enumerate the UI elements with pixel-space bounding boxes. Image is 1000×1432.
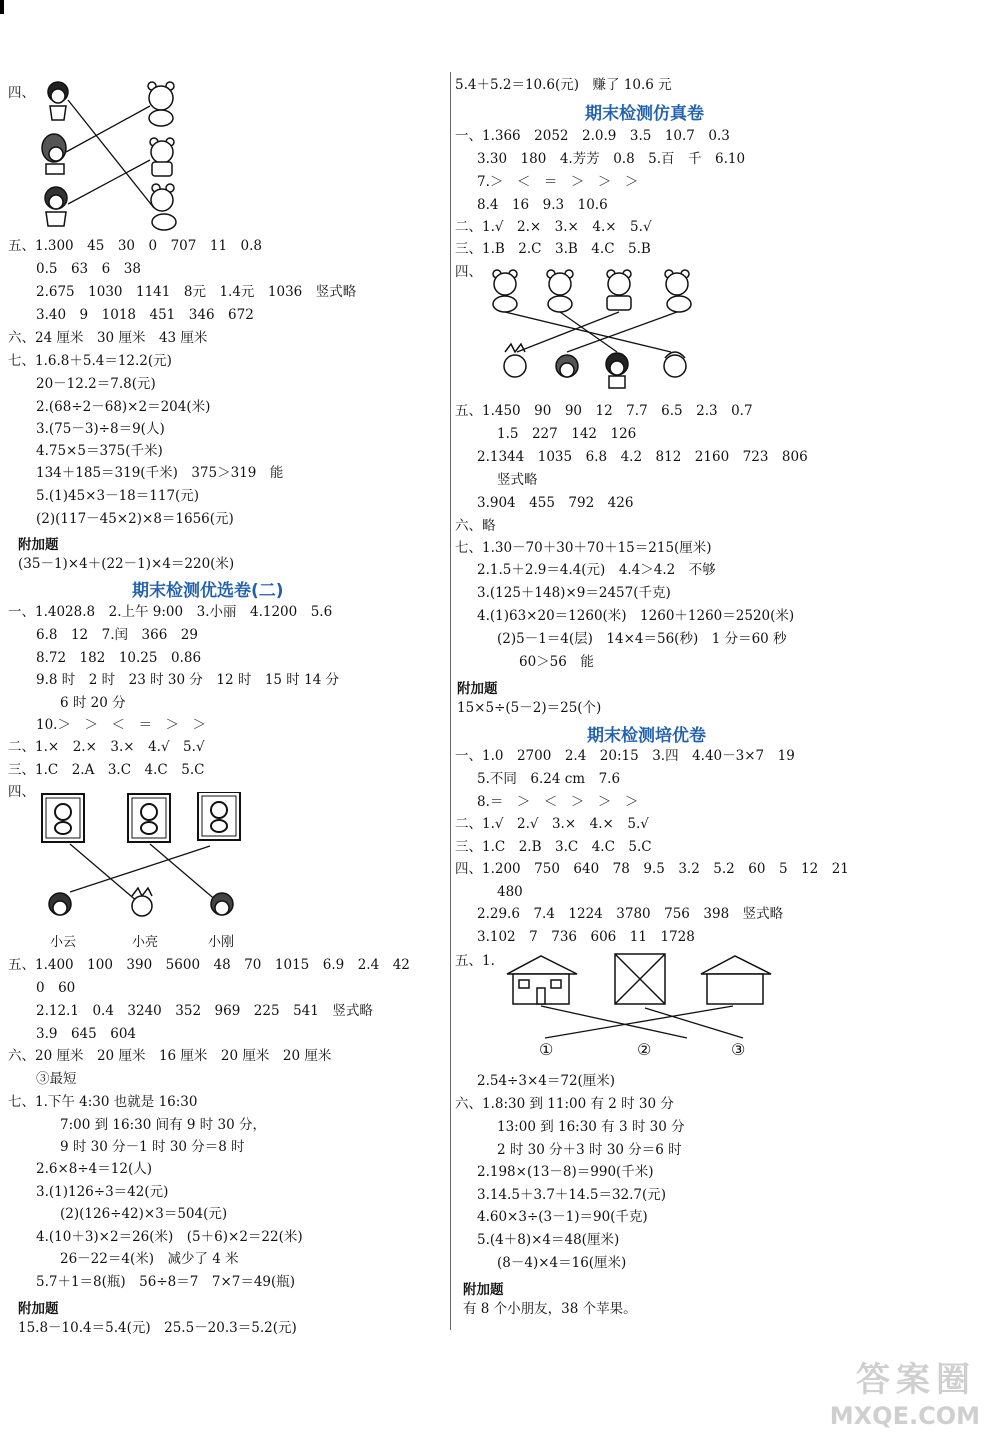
- answer-line: 20－12.2＝7.8(元): [36, 376, 156, 392]
- child-figure-icon: [606, 353, 628, 388]
- answer-line: 一、1.4028.8 2.上午 9:00 3.小丽 4.1200 5.6: [8, 604, 333, 620]
- section-heading: 期末检测培优卷: [587, 726, 706, 746]
- answer-line: 8.72 182 10.25 0.86: [36, 650, 202, 666]
- answer-line: 60＞56 能: [519, 654, 594, 670]
- answer-line: 2.29.6 7.4 1224 3780 756 398 竖式略: [477, 906, 784, 922]
- answer-line: 2.198×(13－8)＝990(千米): [477, 1164, 654, 1180]
- circle-number-label: ①: [539, 1040, 554, 1059]
- child-name-label: 小刚: [208, 935, 235, 950]
- matching-figure-3: [487, 266, 707, 398]
- answer-line: 0 60: [36, 980, 76, 996]
- answer-line: 三、1.B 2.C 3.B 4.C 5.B: [455, 241, 651, 257]
- answer-line: 七、1.下午 4:30 也就是 16:30: [8, 1094, 198, 1110]
- answer-line: 5.4＋5.2＝10.6(元) 赚了 10.6 元: [455, 77, 672, 93]
- answer-line: ③最短: [36, 1071, 77, 1087]
- answer-line: 5.(1)45×3－18＝117(元): [36, 488, 200, 504]
- answer-line: 0.5 63 6 38: [36, 261, 141, 277]
- answer-line: 有 8 个小朋友，38 个苹果。: [463, 1301, 637, 1317]
- child-figure-icon: [45, 187, 67, 226]
- child-figure-icon: [42, 134, 66, 174]
- answer-line: 3.102 7 736 606 11 1728: [477, 929, 695, 945]
- answer-line: 3.40 9 1018 451 346 672: [36, 307, 254, 323]
- answer-line: 五、1.400 100 390 5600 48 70 1015 6.9 2.4 42: [8, 957, 410, 973]
- answer-line: 七、1.6.8＋5.4＝12.2(元): [8, 353, 172, 369]
- shapes-figure: [505, 950, 785, 1040]
- bear-front-icon: [547, 270, 573, 312]
- answer-line: 4.75×5＝375(千米): [36, 443, 163, 459]
- answer-line: 2.675 1030 1141 8元 1.4元 1036 竖式略: [36, 284, 357, 300]
- framed-animal-icon: [198, 792, 240, 840]
- child-figure-icon: [504, 344, 526, 377]
- section-heading: 期末检测仿真卷: [585, 104, 704, 124]
- site-watermark: [786, 1348, 986, 1432]
- answer-line: 9.8 时 2 时 23 时 30 分 12 时 15 时 14 分: [36, 672, 340, 688]
- answer-line: 2 时 30 分＋3 时 30 分＝6 时: [497, 1142, 682, 1158]
- answer-line: 4.(10＋3)×2＝26(米) (5＋6)×2＝22(米): [36, 1229, 303, 1245]
- answer-line: 六、略: [455, 518, 496, 534]
- framed-animal-icon: [42, 794, 84, 842]
- answer-line: 2.1.5＋2.9＝4.4(元) 4.4＞4.2 不够: [477, 562, 716, 578]
- house-icon: [507, 956, 577, 1004]
- answer-line: 2.54÷3×4＝72(厘米): [477, 1073, 616, 1089]
- bear-back-icon: [493, 270, 517, 312]
- answer-line: 二、1.× 2.× 3.× 4.√ 5.√: [8, 739, 205, 755]
- answer-line: 9 时 30 分－1 时 30 分＝8 时: [60, 1139, 245, 1155]
- watermark-logo-text: 答案圈: [856, 1360, 976, 1400]
- child-figure-icon: [211, 893, 233, 915]
- answer-line: 3.(1)126÷3＝42(元): [36, 1184, 169, 1200]
- answer-line: 15.8－10.4＝5.4(元) 25.5－20.3＝5.2(元): [18, 1320, 297, 1336]
- answer-line: (8－4)×4＝16(厘米): [497, 1255, 627, 1271]
- answer-line: 四、1.200 750 640 78 9.5 3.2 5.2 60 5 12 21: [455, 861, 849, 877]
- child-figure-icon: [49, 893, 71, 915]
- bonus-title: 附加题: [18, 1301, 59, 1317]
- answer-line: 五、1.300 45 30 0 707 11 0.8: [8, 238, 263, 254]
- circle-number-label: ②: [637, 1040, 652, 1059]
- column-divider: [450, 72, 451, 1330]
- section-4-label: 四、: [8, 85, 35, 101]
- child-name-label: 小亮: [132, 935, 159, 950]
- answer-line: 5.(4＋8)×4＝48(厘米): [477, 1232, 620, 1248]
- answer-line: 1.5 227 142 126: [497, 426, 637, 442]
- answer-line: 六、20 厘米 20 厘米 16 厘米 20 厘米 20 厘米: [8, 1048, 332, 1064]
- answer-line: 竖式略: [497, 472, 538, 488]
- bonus-title: 附加题: [18, 537, 59, 553]
- square-icon: [615, 954, 665, 1004]
- answer-line: 3.30 180 4.芳芳 0.8 5.百 千 6.10: [477, 151, 746, 167]
- child-figure-icon: [132, 888, 152, 916]
- answer-line: 3.(75－3)÷8＝9(人): [36, 421, 165, 437]
- answer-line: 五、1.450 90 90 12 7.7 6.5 2.3 0.7: [455, 403, 753, 419]
- circle-number-label: ③: [731, 1040, 746, 1059]
- child-figure-icon: [556, 355, 578, 377]
- answer-line: 六、1.8:30 到 11:00 有 2 时 30 分: [455, 1096, 674, 1112]
- watermark-domain: MXQE.COM: [829, 1402, 980, 1430]
- answer-line: 5.不同 6.24 cm 7.6: [477, 771, 621, 787]
- answer-line: 15×5÷(5－2)＝25(个): [457, 700, 602, 716]
- answer-line: 2.(68÷2－68)×2＝204(米): [36, 399, 211, 415]
- answer-line: 6.8 12 7.闰 366 29: [36, 627, 198, 643]
- section-4-label: 四、: [8, 784, 35, 800]
- matching-figure-2: [40, 792, 260, 932]
- answer-line: 六、24 厘米 30 厘米 43 厘米: [8, 330, 208, 346]
- answer-line: 5.7＋1＝8(瓶) 56÷8＝7 7×7＝49(瓶): [36, 1274, 296, 1290]
- child-figure-icon: [664, 352, 686, 377]
- answer-line: 二、1.√ 2.√ 3.× 4.× 5.√: [455, 816, 649, 832]
- answer-line: 三、1.C 2.A 3.C 4.C 5.C: [8, 762, 205, 778]
- answer-line: 一、1.0 2700 2.4 20:15 3.四 4.40－3×7 19: [455, 748, 795, 764]
- bonus-title: 附加题: [457, 681, 498, 697]
- answer-line: 一、1.366 2052 2.0.9 3.5 10.7 0.3: [455, 128, 730, 144]
- answer-line: 3.(125＋148)×9＝2457(千克): [477, 585, 671, 601]
- section-heading: 期末检测优选卷(二): [132, 581, 284, 601]
- answer-line: 二、1.√ 2.× 3.× 4.× 5.√: [455, 219, 652, 235]
- answer-line: 2.12.1 0.4 3240 352 969 225 541 竖式略: [36, 1003, 373, 1019]
- answer-line: 8.4 16 9.3 10.6: [477, 197, 608, 213]
- bonus-title: 附加题: [463, 1282, 504, 1298]
- answer-line: (35－1)×4＋(22－1)×4＝220(米): [18, 556, 235, 572]
- bear-front-icon: [148, 82, 174, 126]
- answer-line: 26－22＝4(米) 减少了 4 米: [60, 1251, 239, 1267]
- answer-line: 8.＝ ＞ ＜ ＞ ＞ ＞: [477, 794, 639, 810]
- section-5-label: 五、1.: [455, 953, 495, 969]
- answer-line: 4.(1)63×20＝1260(米) 1260＋1260＝2520(米): [477, 608, 795, 624]
- answer-line: 4.60×3÷(3－1)＝90(千克): [477, 1209, 648, 1225]
- section-4-label: 四、: [455, 264, 482, 280]
- answer-line: 七、1.30－70＋30＋70＋15＝215(厘米): [455, 540, 712, 556]
- house-icon: [701, 956, 771, 1004]
- answer-line: 2.6×8÷4＝12(人): [36, 1161, 152, 1177]
- bear-back-icon: [150, 138, 174, 176]
- answer-line: (2)(126÷42)×3＝504(元): [60, 1206, 228, 1222]
- bear-back-icon: [607, 270, 631, 310]
- bear-side-icon: [665, 270, 691, 312]
- answer-line: 13:00 到 16:30 有 3 时 30 分: [497, 1119, 685, 1135]
- answer-line: 7.＞ ＜ ＝ ＞ ＞ ＞: [477, 174, 639, 190]
- answer-line: 10.＞ ＞ ＜ ＝ ＞ ＞: [36, 717, 206, 733]
- answer-line: 7:00 到 16:30 间有 9 时 30 分，: [60, 1117, 267, 1133]
- scan-edge-mark: [0, 0, 4, 14]
- framed-animal-icon: [128, 794, 170, 842]
- answer-line: 6 时 20 分: [60, 695, 126, 711]
- answer-line: 3.9 645 604: [36, 1026, 137, 1042]
- child-name-label: 小云: [50, 935, 77, 950]
- answer-line: 3.904 455 792 426: [477, 495, 634, 511]
- answer-line: 2.1344 1035 6.8 4.2 812 2160 723 806: [477, 449, 808, 465]
- answer-line: 三、1.C 2.B 3.C 4.C 5.C: [455, 839, 652, 855]
- answer-line: 480: [497, 884, 523, 900]
- answer-line: 3.14.5＋3.7＋14.5＝32.7(元): [477, 1187, 667, 1203]
- answer-line: (2)5－1＝4(层) 14×4＝56(秒) 1 分＝60 秒: [497, 631, 787, 647]
- answer-line: 134＋185＝319(千米) 375＞319 能: [36, 465, 284, 481]
- answer-line: (2)(117－45×2)×8＝1656(元): [36, 511, 234, 527]
- child-figure-icon: [48, 82, 68, 120]
- bear-side-icon: [151, 184, 176, 230]
- matching-figure-1: [36, 76, 196, 236]
